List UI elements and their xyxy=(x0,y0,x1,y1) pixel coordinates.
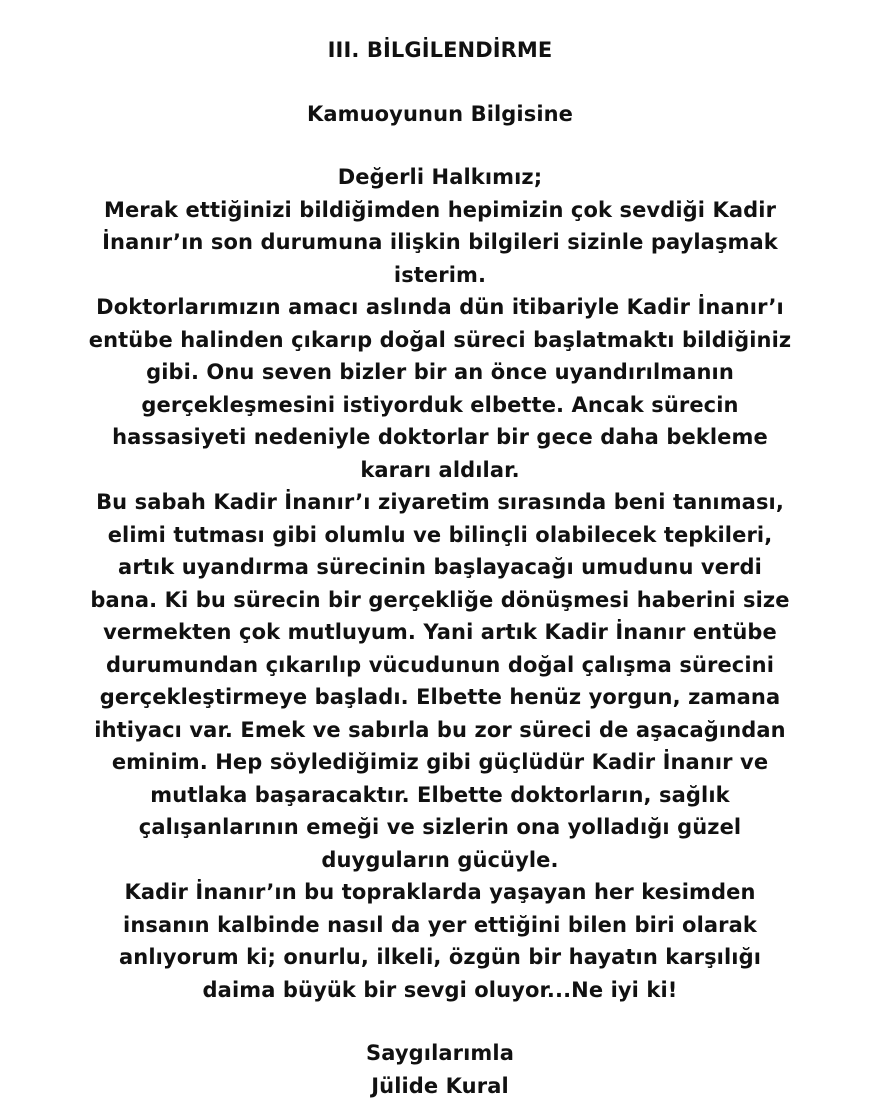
paragraph-line: artık uyandırma sürecinin başlayacağı umudunu verdi xyxy=(0,551,880,584)
paragraph-line: mutlaka başaracaktır. Elbette doktorların, sağlık xyxy=(0,779,880,812)
paragraph-line: Doktorlarımızın amacı aslında dün itibariyle Kadir İnanır’ı xyxy=(0,291,880,324)
salutation: Değerli Halkımız; xyxy=(0,161,880,194)
paragraph-1 xyxy=(0,194,880,292)
paragraph-line: duyguların gücüyle. xyxy=(0,844,880,877)
paragraph-line: çalışanlarının emeği ve sizlerin ona yolladığı güzel xyxy=(0,811,880,844)
paragraph-4 xyxy=(0,876,880,1006)
signature-name: Jülide Kural xyxy=(0,1070,880,1102)
paragraph-line: vermekten çok mutluyum. Yani artık Kadir İnanır entübe xyxy=(0,616,880,649)
paragraph-2 xyxy=(0,291,880,486)
paragraph-line: bana. Ki bu sürecin bir gerçekliğe dönüşmesi haberini size xyxy=(0,584,880,617)
paragraph-3 xyxy=(0,486,880,876)
document-heading: III. BİLGİLENDİRME xyxy=(0,34,880,67)
document-subheading: Kamuoyunun Bilgisine xyxy=(0,98,880,131)
closing-text: Saygılarımla xyxy=(0,1037,880,1070)
paragraph-line: Bu sabah Kadir İnanır’ı ziyaretim sırasında beni tanıması, xyxy=(0,486,880,519)
paragraph-line: isterim. xyxy=(0,259,880,292)
paragraph-line: gerçekleştirmeye başladı. Elbette henüz yorgun, zamana xyxy=(0,681,880,714)
paragraph-line: insanın kalbinde nasıl da yer ettiğini bilen biri olarak xyxy=(0,909,880,942)
paragraph-line: İnanır’ın son durumuna ilişkin bilgileri sizinle paylaşmak xyxy=(0,226,880,259)
paragraph-line: gerçekleşmesini istiyorduk elbette. Ancak sürecin xyxy=(0,389,880,422)
paragraph-line: daima büyük bir sevgi oluyor...Ne iyi ki! xyxy=(0,974,880,1007)
paragraph-line: hassasiyeti nedeniyle doktorlar bir gece daha bekleme xyxy=(0,421,880,454)
paragraph-line: elimi tutması gibi olumlu ve bilinçli olabilecek tepkileri, xyxy=(0,519,880,552)
paragraph-line: gibi. Onu seven bizler bir an önce uyandırılmanın xyxy=(0,356,880,389)
paragraph-line: kararı aldılar. xyxy=(0,454,880,487)
paragraph-line: Kadir İnanır’ın bu topraklarda yaşayan her kesimden xyxy=(0,876,880,909)
paragraph-line: ihtiyacı var. Emek ve sabırla bu zor süreci de aşacağından xyxy=(0,714,880,747)
paragraph-line: Merak ettiğinizi bildiğimden hepimizin çok sevdiği Kadir xyxy=(0,194,880,227)
paragraph-line: eminim. Hep söylediğimiz gibi güçlüdür Kadir İnanır ve xyxy=(0,746,880,779)
paragraph-line: durumundan çıkarılıp vücudunun doğal çalışma sürecini xyxy=(0,649,880,682)
paragraph-line: entübe halinden çıkarıp doğal süreci başlatmaktı bildiğiniz xyxy=(0,324,880,357)
paragraph-line: anlıyorum ki; onurlu, ilkeli, özgün bir hayatın karşılığı xyxy=(0,941,880,974)
